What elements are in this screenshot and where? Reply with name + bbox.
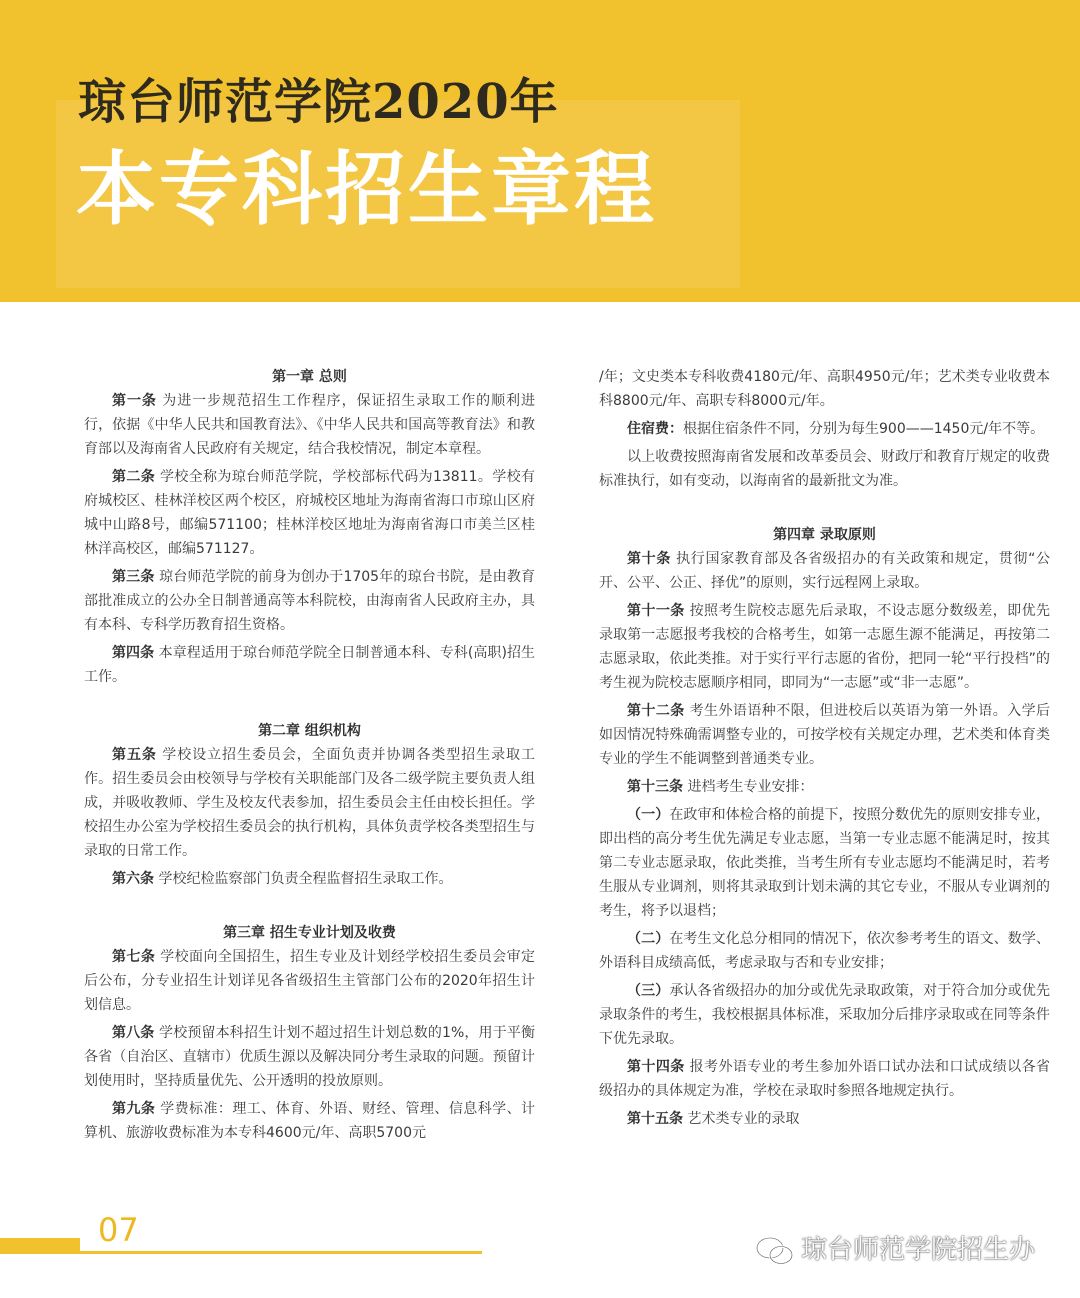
article-9 <box>84 1097 535 1145</box>
article-text: 学费标准：理工、体育、外语、财经、管理、信息科学、计算机、旅游收费标准为本专科4600元/年、高职5700元 <box>84 1101 536 1141</box>
item-text: 在考生文化总分相同的情况下，依次参考考生的语文、数学、外语科目成绩高低，考虑录取与否和专业安排； <box>599 931 1051 971</box>
article-12 <box>599 699 1050 771</box>
chapter-1-heading: 第一章 总则 <box>272 369 347 385</box>
article-text: 为进一步规范招生工作程序，保证招生录取工作的顺利进行，依据《中华人民共和国教育法》、《中华人民共和国高等教育法》和教育部以及海南省人民政府有关规定，结合我校情况，制定本章程。 <box>84 393 536 457</box>
fee-note: 以上收费按照海南省发展和改革委员会、财政厅和教育厅规定的收费标准执行，如有变动，以海南省的最新批文为准。 <box>599 449 1050 489</box>
article-6 <box>84 867 535 891</box>
article-13-item-1 <box>599 803 1050 923</box>
chapter-4-heading: 第四章 录取原则 <box>773 527 876 543</box>
article-text: 学校设立招生委员会，全面负责并协调各类型招生录取工作。招生委员会由校领导与学校有关职能部门及各二级学院主要负责人组成，并吸收教师、学生及校友代表参加，招生委员会主任由校长担任。学校招生办公室为学校招生委员会的执行机构，具体负责学校各类型招生与录取的日常工作。 <box>84 747 536 859</box>
item-label: （二） <box>627 931 670 947</box>
article-text: 艺术类专业的录取 <box>683 1111 800 1127</box>
article-text: 报考外语专业的考生参加外语口试办法和口试成绩以各省级招办的具体规定为准，学校在录取时参照各地规定执行。 <box>599 1059 1050 1099</box>
article-label: 第十四条 <box>627 1059 685 1075</box>
article-4 <box>84 641 535 689</box>
article-13-item-3 <box>599 979 1050 1051</box>
article-label: 第八条 <box>112 1025 155 1041</box>
article-label: 第十三条 <box>627 779 683 795</box>
lodging-label: 住宿费： <box>627 421 683 437</box>
article-label: 第二条 <box>112 469 156 485</box>
article-text: 本章程适用于琼台师范学院全日制普通本科、专科(高职)招生工作。 <box>84 645 536 685</box>
article-label: 第六条 <box>112 871 154 887</box>
article-label: 第四条 <box>112 645 155 661</box>
article-label: 第十条 <box>627 551 671 567</box>
article-1 <box>84 389 535 461</box>
article-text: 学校全称为琼台师范学院，学校部标代码为13811。学校有府城校区、桂林洋校区两个校区，府城校区地址为海南省海口市琼山区府城中山路8号，邮编571100；桂林洋校区地址为海南省海口市美兰区桂林洋高校区，邮编571127。 <box>84 469 535 557</box>
article-13 <box>599 775 1050 799</box>
item-label: （一） <box>627 807 670 823</box>
article-5 <box>84 743 535 863</box>
wechat-icon <box>755 1235 795 1267</box>
title-line-2: 本专科招生章程 <box>76 143 657 236</box>
footer-rule <box>80 1251 482 1254</box>
watermark-text: 琼台师范学院招生办 <box>801 1235 1036 1265</box>
item-text: 在政审和体检合格的前提下，按照分数优先的原则安排专业，即出档的高分考生优先满足专业志愿，当第一专业志愿不能满足时，按其第二专业志愿录取，依此类推，当考生所有专业志愿均不能满足时，若考生服从专业调剂，则将其录取到计划未满的其它专业，不服从专业调剂的考生，将予以退档； <box>599 807 1051 919</box>
article-text: 学校纪检监察部门负责全程监督招生录取工作。 <box>154 871 453 887</box>
article-text: 进档考生专业安排： <box>683 779 814 795</box>
article-label: 第七条 <box>112 949 156 965</box>
article-7 <box>84 945 535 1017</box>
page-number: 07 <box>98 1211 139 1249</box>
chapter-3-heading: 第三章 招生专业计划及收费 <box>223 925 396 941</box>
item-text: 承认各省级招办的加分或优先录取政策，对于符合加分或优先录取条件的考生，我校根据具体标准，采取加分后排序录取或在同等条件下优先录取。 <box>599 983 1051 1047</box>
article-label: 第九条 <box>112 1101 156 1117</box>
lodging-text: 根据住宿条件不同，分别为每生900——1450元/年不等。 <box>683 421 1045 437</box>
wechat-watermark <box>755 1232 1035 1268</box>
article-3 <box>84 565 535 637</box>
article-label: 第三条 <box>112 569 155 585</box>
item-label: （三） <box>627 983 670 999</box>
article-label: 第十二条 <box>627 703 685 719</box>
article-label: 第一条 <box>112 393 157 409</box>
left-column <box>84 365 535 1149</box>
right-column <box>599 365 1050 1135</box>
article-text: 考生外语语种不限，但进校后以英语为第一外语。入学后如因情况特殊确需调整专业的，可按学校有关规定办理，艺术类和体育类专业的学生不能调整到普通类专业。 <box>599 703 1050 767</box>
fee-continuation: /年；文史类本专科收费4180元/年、高职4950元/年；艺术类专业收费本科8800元/年、高职专科8000元/年。 <box>599 369 1050 409</box>
article-label: 第五条 <box>112 747 157 763</box>
chapter-2-heading: 第二章 组织机构 <box>258 723 361 739</box>
article-text: 学校预留本科招生计划不超过招生计划总数的1%，用于平衡各省（自治区、直辖市）优质生源以及解决同分考生录取的问题。预留计划使用时，坚持质量优先、公开透明的投放原则。 <box>84 1025 535 1089</box>
article-label: 第十五条 <box>627 1111 683 1127</box>
article-text: 学校面向全国招生，招生专业及计划经学校招生委员会审定后公布，分专业招生计划详见各省级招生主管部门公布的2020年招生计划信息。 <box>84 949 536 1013</box>
header-banner <box>0 0 1080 302</box>
lodging-fee <box>599 417 1050 441</box>
article-label: 第十一条 <box>627 603 685 619</box>
article-10 <box>599 547 1050 595</box>
article-text: 按照考生院校志愿先后录取，不设志愿分数级差，即优先录取第一志愿报考我校的合格考生，如第一志愿生源不能满足，再按第二志愿录取，依此类推。对于实行平行志愿的省份，把同一轮“平行投档”的考生视为院校志愿顺序相同，即同为“一志愿”或“非一志愿”。 <box>599 603 1050 691</box>
article-text: 执行国家教育部及各省级招办的有关政策和规定，贯彻“公开、公平、公正、择优”的原则，实行远程网上录取。 <box>599 551 1051 591</box>
article-2 <box>84 465 535 561</box>
article-15 <box>599 1107 1050 1131</box>
article-11 <box>599 599 1050 695</box>
article-text: 琼台师范学院的前身为创办于1705年的琼台书院，是由教育部批准成立的公办全日制普通高等本科院校，由海南省人民政府主办，具有本科、专科学历教育招生资格。 <box>84 569 536 633</box>
article-14 <box>599 1055 1050 1103</box>
title-line-1: 琼台师范学院2020年 <box>78 74 559 130</box>
page-number-bar <box>0 1238 80 1254</box>
article-8 <box>84 1021 535 1093</box>
article-13-item-2 <box>599 927 1050 975</box>
